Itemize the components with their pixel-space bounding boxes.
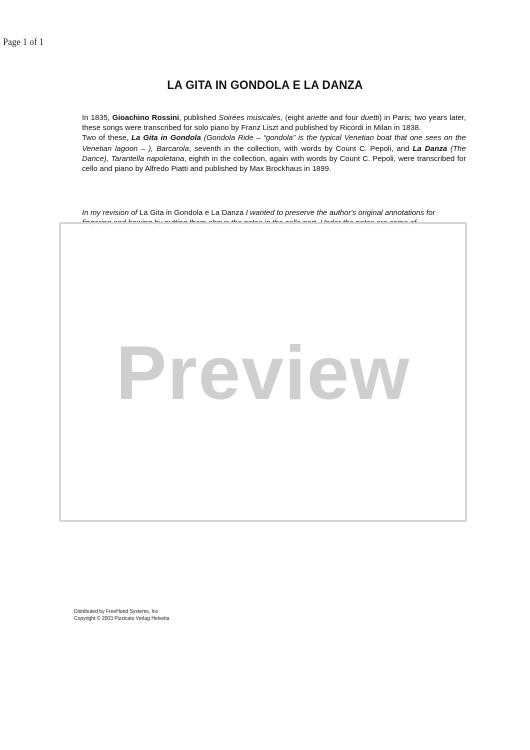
text-run: , seventh in the collection, with words by Count C. Pepoli, and <box>188 143 413 153</box>
page-number: Page 1 of 1 <box>3 37 44 47</box>
footer <box>74 609 169 623</box>
text-italic: (Gondola Ride – “gondola” is the typical Venetian boat that one sees on the Venetian lagoon – ), <box>82 133 466 153</box>
distributor-line: Distributed by FreeHand Systems, Inc <box>74 609 159 615</box>
text-run: In my revision of <box>82 208 140 217</box>
text-run: , eighth in the collection, again with words by Count C. Pepoli, were transcribed for cello and piano by Alfredo Piatti and published by Max Brockhaus in 1899. <box>82 153 467 174</box>
preview-watermark: Preview <box>115 331 411 416</box>
paragraph-history <box>82 113 466 133</box>
paragraph-transcription <box>82 133 466 174</box>
text-run: and four <box>327 113 361 122</box>
text-run: Two of these, <box>82 133 132 143</box>
work-title: La Gita in Gondola <box>131 133 202 143</box>
composer-name: Gioachino Rossini <box>112 113 180 122</box>
text-run: I wanted to preserve the author's original annotations for <box>245 208 436 217</box>
work-title: Soirées musicales, <box>218 113 283 122</box>
work-title: La Gita in Gondola e La Danza <box>139 208 244 217</box>
text-run: ) in Paris; two years later, these songs were transcribed for solo piano by Franz Liszt and published by Ricordi in Milan in 1838. <box>82 113 467 133</box>
work-title: Tarantella napoletana <box>111 153 185 163</box>
intro-text <box>82 113 466 174</box>
document-title: LA GITA IN GONDOLA E LA DANZA <box>167 80 363 92</box>
text-run: (eight <box>282 113 307 122</box>
text-run: In 1835, <box>82 113 113 122</box>
work-title: La Danza <box>412 143 448 153</box>
text-run: , published <box>179 113 219 122</box>
preview-overlay <box>59 222 467 522</box>
copyright-line: Copyright © 2003 Pizzicato Verlag Helvetia <box>74 616 170 622</box>
work-title: Barcarola <box>156 143 189 153</box>
text-italic: ariette <box>306 113 328 122</box>
text-italic: (The Dance), <box>82 143 466 163</box>
text-italic: duetti <box>360 113 380 122</box>
